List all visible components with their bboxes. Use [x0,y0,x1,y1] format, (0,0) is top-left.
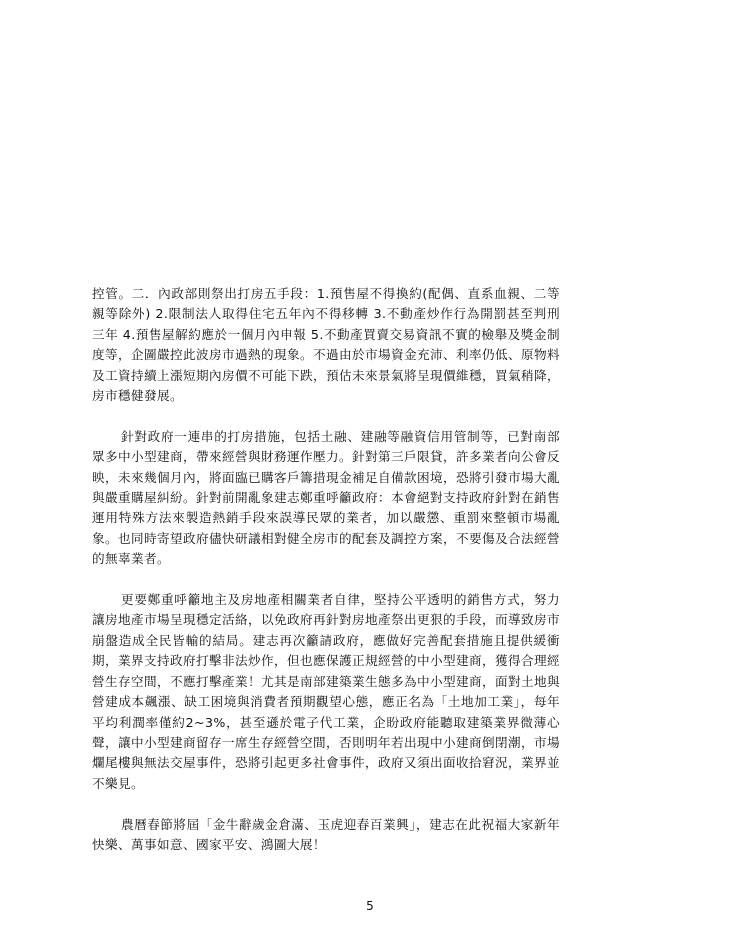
paragraph-spacer [92,570,560,590]
paragraph-3: 更要鄭重呼籲地主及房地產相關業者自律，堅持公平透明的銷售方式，努力讓房地產市場呈現穩定活絡，以免政府再針對房地產祭出更狠的手段，而導致房市崩盤造成全民皆輸的結局。建志再次籲請政府，應做好完善配套措施且提供緩衝期，業界支持政府打擊非法炒作，但也應保護正規經營的中小型建商，獲得合理經營生存空間，不應打擊產業！尤其是南部建築業生態多為中小型建商，面對土地與營建成本飆漲、缺工困境與消費者預期觀望心態，應正名為「土地加工業」，每年平均利潤率僅約2~3%，甚至遜於電子代工業，企盼政府能聽取建築業界微薄心聲，讓中小型建商留存一席生存經營空間，否則明年若出現中小建商倒閉潮，市場爛尾樓與無法交屋事件，恐將引起更多社會事件，政府又須出面收拾窘況，業界並不樂見。 [92,592,560,791]
paragraph-spacer [92,794,560,814]
paragraph-4: 農曆春節將屆「金牛辭歲金倉滿、玉虎迎春百業興」，建志在此祝福大家新年快樂、萬事如意、國家平安、鴻圖大展！ [92,816,560,852]
paragraph-spacer [92,406,560,426]
document-body [92,284,560,855]
page-number: 5 [366,899,374,913]
paragraph-2: 針對政府一連串的打房措施，包括土融、建融等融資信用管制等，已對南部眾多中小型建商，帶來經營與財務運作壓力。針對第三戶限貸，許多業者向公會反映，未來幾個月內，將面臨已購客戶籌措現金補足自備款困境，恐將引發市場大亂與嚴重購屋糾紛。針對前開亂象建志鄭重呼籲政府：本會絕對支持政府針對在銷售運用特殊方法來製造熱銷手段來誤導民眾的業者，加以嚴懲、重罰來整頓市場亂象。也同時寄望政府儘快研議相對健全房市的配套及調控方案，不要傷及合法經營的無辜業者。 [92,428,560,567]
paragraph-1: 控管。二．內政部則祭出打房五手段：1.預售屋不得換約(配偶、直系血親、二等親等除外) 2.限制法人取得住宅五年內不得移轉 3.不動產炒作行為開罰甚至判刑三年 4.預售屋解約應於一個月內申報 5.不動產買賣交易資訊不實的檢舉及獎金制度等，企圖嚴控此波房市過熱的現象。不過由於市場資金充沛、利率仍低、原物料及工資持續上漲短期內房價不可能下跌，預估未來景氣將呈現價維穩，買氣稍降，房市穩健發展。 [92,286,560,404]
